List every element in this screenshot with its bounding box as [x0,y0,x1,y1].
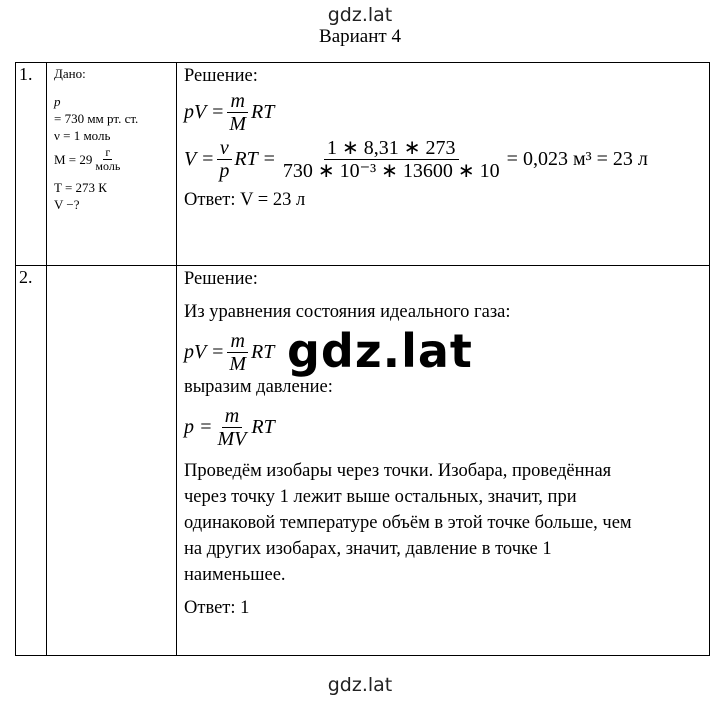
formula-lhs: pV = [184,101,225,123]
paragraph-line: одинаковой температуре объём в этой точке больше, чем [184,513,632,533]
formula-big-den: 730 ∗ 10⁻³ ∗ 13600 ∗ 10 [282,160,500,182]
formula-den: M [229,353,247,375]
solution-title: Решение: [184,66,258,86]
solution-cell [177,63,710,266]
table-row [16,63,710,266]
formula-den: M [229,113,247,135]
explanation-paragraph [184,458,703,588]
given-p-value: = 730 мм рт. ст. [54,111,139,126]
formula-mid: RT = [234,148,276,170]
formula-den: p [219,160,230,182]
given-cell-empty [47,266,177,656]
given-temperature: T = 273 К [54,180,107,195]
watermark: gdz.lat [287,324,473,378]
formula-num: m [227,330,247,353]
formula-volume [184,137,703,182]
given-p-label: p [54,94,61,109]
given-cell [47,63,177,266]
given-unknown: V −? [54,197,80,212]
formula-pressure [184,405,703,450]
site-header: gdz.lat [327,4,393,26]
formula-lhs: p = [184,416,213,438]
formula-rhs: RT [251,101,275,123]
paragraph-line: через точку 1 лежит выше остальных, значит, при [184,487,577,507]
paragraph-line: наименьшее. [184,565,286,585]
solution-title: Решение: [184,269,258,289]
formula-clapeyron [184,90,703,135]
problem-number: 1. [16,63,47,266]
formula-num: ν [217,137,232,160]
formula-result: = 0,023 м³ = 23 л [506,148,648,170]
formula-rhs: RT [251,416,275,438]
formula-lhs: pV = [184,341,225,363]
given-molar-mass [54,146,176,173]
given-M-unit-bot: моль [95,159,121,173]
answer-text: Ответ: V = 23 л [184,190,306,210]
formula-big-num: 1 ∗ 8,31 ∗ 273 [324,137,459,160]
given-M-unit-top: г [105,145,111,159]
formula-lhs: V = [184,148,215,170]
variant-title: Вариант 4 [319,26,401,47]
solution-line: выразим давление: [184,377,333,397]
formula-den: MV [217,428,247,450]
formula-num: m [227,90,247,113]
formula-num: m [222,405,242,428]
answer-text: Ответ: 1 [184,598,250,618]
given-M-left: M = 29 [54,152,93,167]
solution-line: Из уравнения состояния идеального газа: [184,302,511,322]
site-footer: gdz.lat [327,674,393,696]
paragraph-line: на других изобарах, значит, давление в точке 1 [184,539,552,559]
given-nu: ν = 1 моль [54,128,111,143]
problem-number: 2. [16,266,47,656]
paragraph-line: Проведём изобары через точки. Изобара, проведённая [184,461,612,481]
given-title: Дано: [54,66,86,81]
formula-rhs: RT [251,341,275,363]
